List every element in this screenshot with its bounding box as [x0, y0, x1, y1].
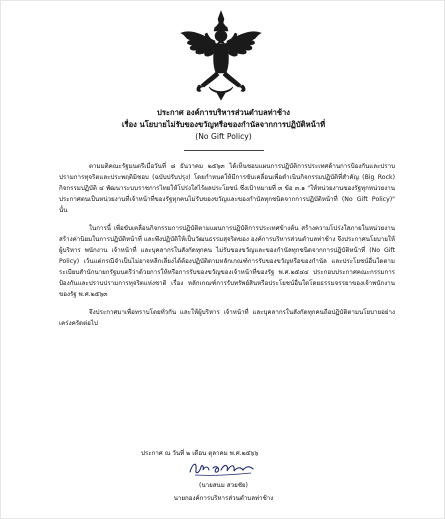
document-title-block	[1, 107, 445, 143]
signer-name: (นายสนม สวยชัย)	[199, 482, 248, 489]
policy-name: (No Gift Policy)	[195, 132, 252, 141]
announcement-date: ประกาศ ณ วันที่ ๒ เดือน ตุลาคม พ.ศ.๒๕๖๖	[141, 450, 259, 457]
announcement-subject: เรื่อง นโยบายไม่รับของขวัญหรือของกำนัลจากการปฏิบัติหน้าที่	[121, 120, 326, 129]
document-body	[59, 161, 395, 337]
body-paragraph-1: ตามมติคณะรัฐมนตรีเมื่อวันที่ ๘ ธันวาคม ๒๕๖๓ ได้เห็นชอบแผนการปฏิบัติการประเทศด้านการป้องกันและปราบปรามการทุจริตและประพฤติมิชอบ (ฉบับปรับปรุง) โดยกำหนดให้มีการขับเคลื่อนเพื่อดำเนินกิจกรรมปฏิบัติที่สำคัญ (Big Rock) กิจกรรมปฏิบัติ ๔ พัฒนาระบบราชการไทยให้โปร่งใสไร้ผลประโยชน์ ซึ่งเป้าหมายที่ ๓ ข้อ ๓.๑ "ให้หน่วยงานของรัฐทุกหน่วยงานประกาศตนเป็นหน่วยงานที่เจ้าหน้าที่ของรัฐทุกคนไม่รับของขวัญและของกำนัลทุกชนิดจากการปฏิบัติหน้าที่ (No Gift Policy)" นั้น	[59, 163, 395, 214]
title-divider	[184, 150, 264, 151]
signer-position: นายกองค์การบริหารส่วนตำบลท่าช้าง	[173, 495, 274, 502]
body-paragraph-2: ในการนี้ เพื่อขับเคลื่อนกิจกรรมการปฏิบัติตามแผนการปฏิบัติการประเทศข้างต้น สร้างความโปร่งใสภายในหน่วยงาน สร้างค่านิยมในการปฏิบัติหน้าที่ และพึงปฏิบัติให้เป็นวัฒนธรรมสุจริตของ องค์การบริหารส่วนตำบลท่าช้าง จึงประกาศนโยบายให้ผู้บริหาร พนักงาน เจ้าหน้าที่ และบุคลากรในสังกัดทุกคน ไม่รับของขวัญและของกำนัลทุกชนิดจากการปฏิบัติหน้าที่ (No Gift Policy) เว้นแต่กรณีจำเป็นไม่อาจหลีกเลี่ยงได้ต้องปฏิบัติตามหลักเกณฑ์การรับของขวัญหรือของกำนัล และประโยชน์อื่นใดตามระเบียบสำนักนายกรัฐมนตรีว่าด้วยการให้หรือการรับของขวัญของเจ้าหน้าที่ของรัฐ พ.ศ.๒๕๔๔ ประกอบประกาศคณะกรรมการป้องกันและปราบปรามการทุจริตแห่งชาติ เรื่อง หลักเกณฑ์การรับทรัพย์สินหรือประโยชน์อื่นใดโดยธรรมจรรยาของเจ้าพนักงานของรัฐ พ.ศ.๒๕๖๓	[59, 225, 396, 298]
body-paragraph-3: จึงประกาศมาเพื่อทราบโดยทั่วกัน และให้ผู้บริหาร เจ้าหน้าที่ และบุคลากรในสังกัดทุกคนถือปฏิบัติตามนโยบายอย่างเคร่งครัดต่อไป	[59, 309, 395, 327]
handwritten-signature	[187, 458, 257, 478]
garuda-emblem-icon	[179, 9, 263, 101]
announcement-title: ประกาศ องค์การบริหารส่วนตำบลท่าช้าง	[157, 108, 290, 117]
